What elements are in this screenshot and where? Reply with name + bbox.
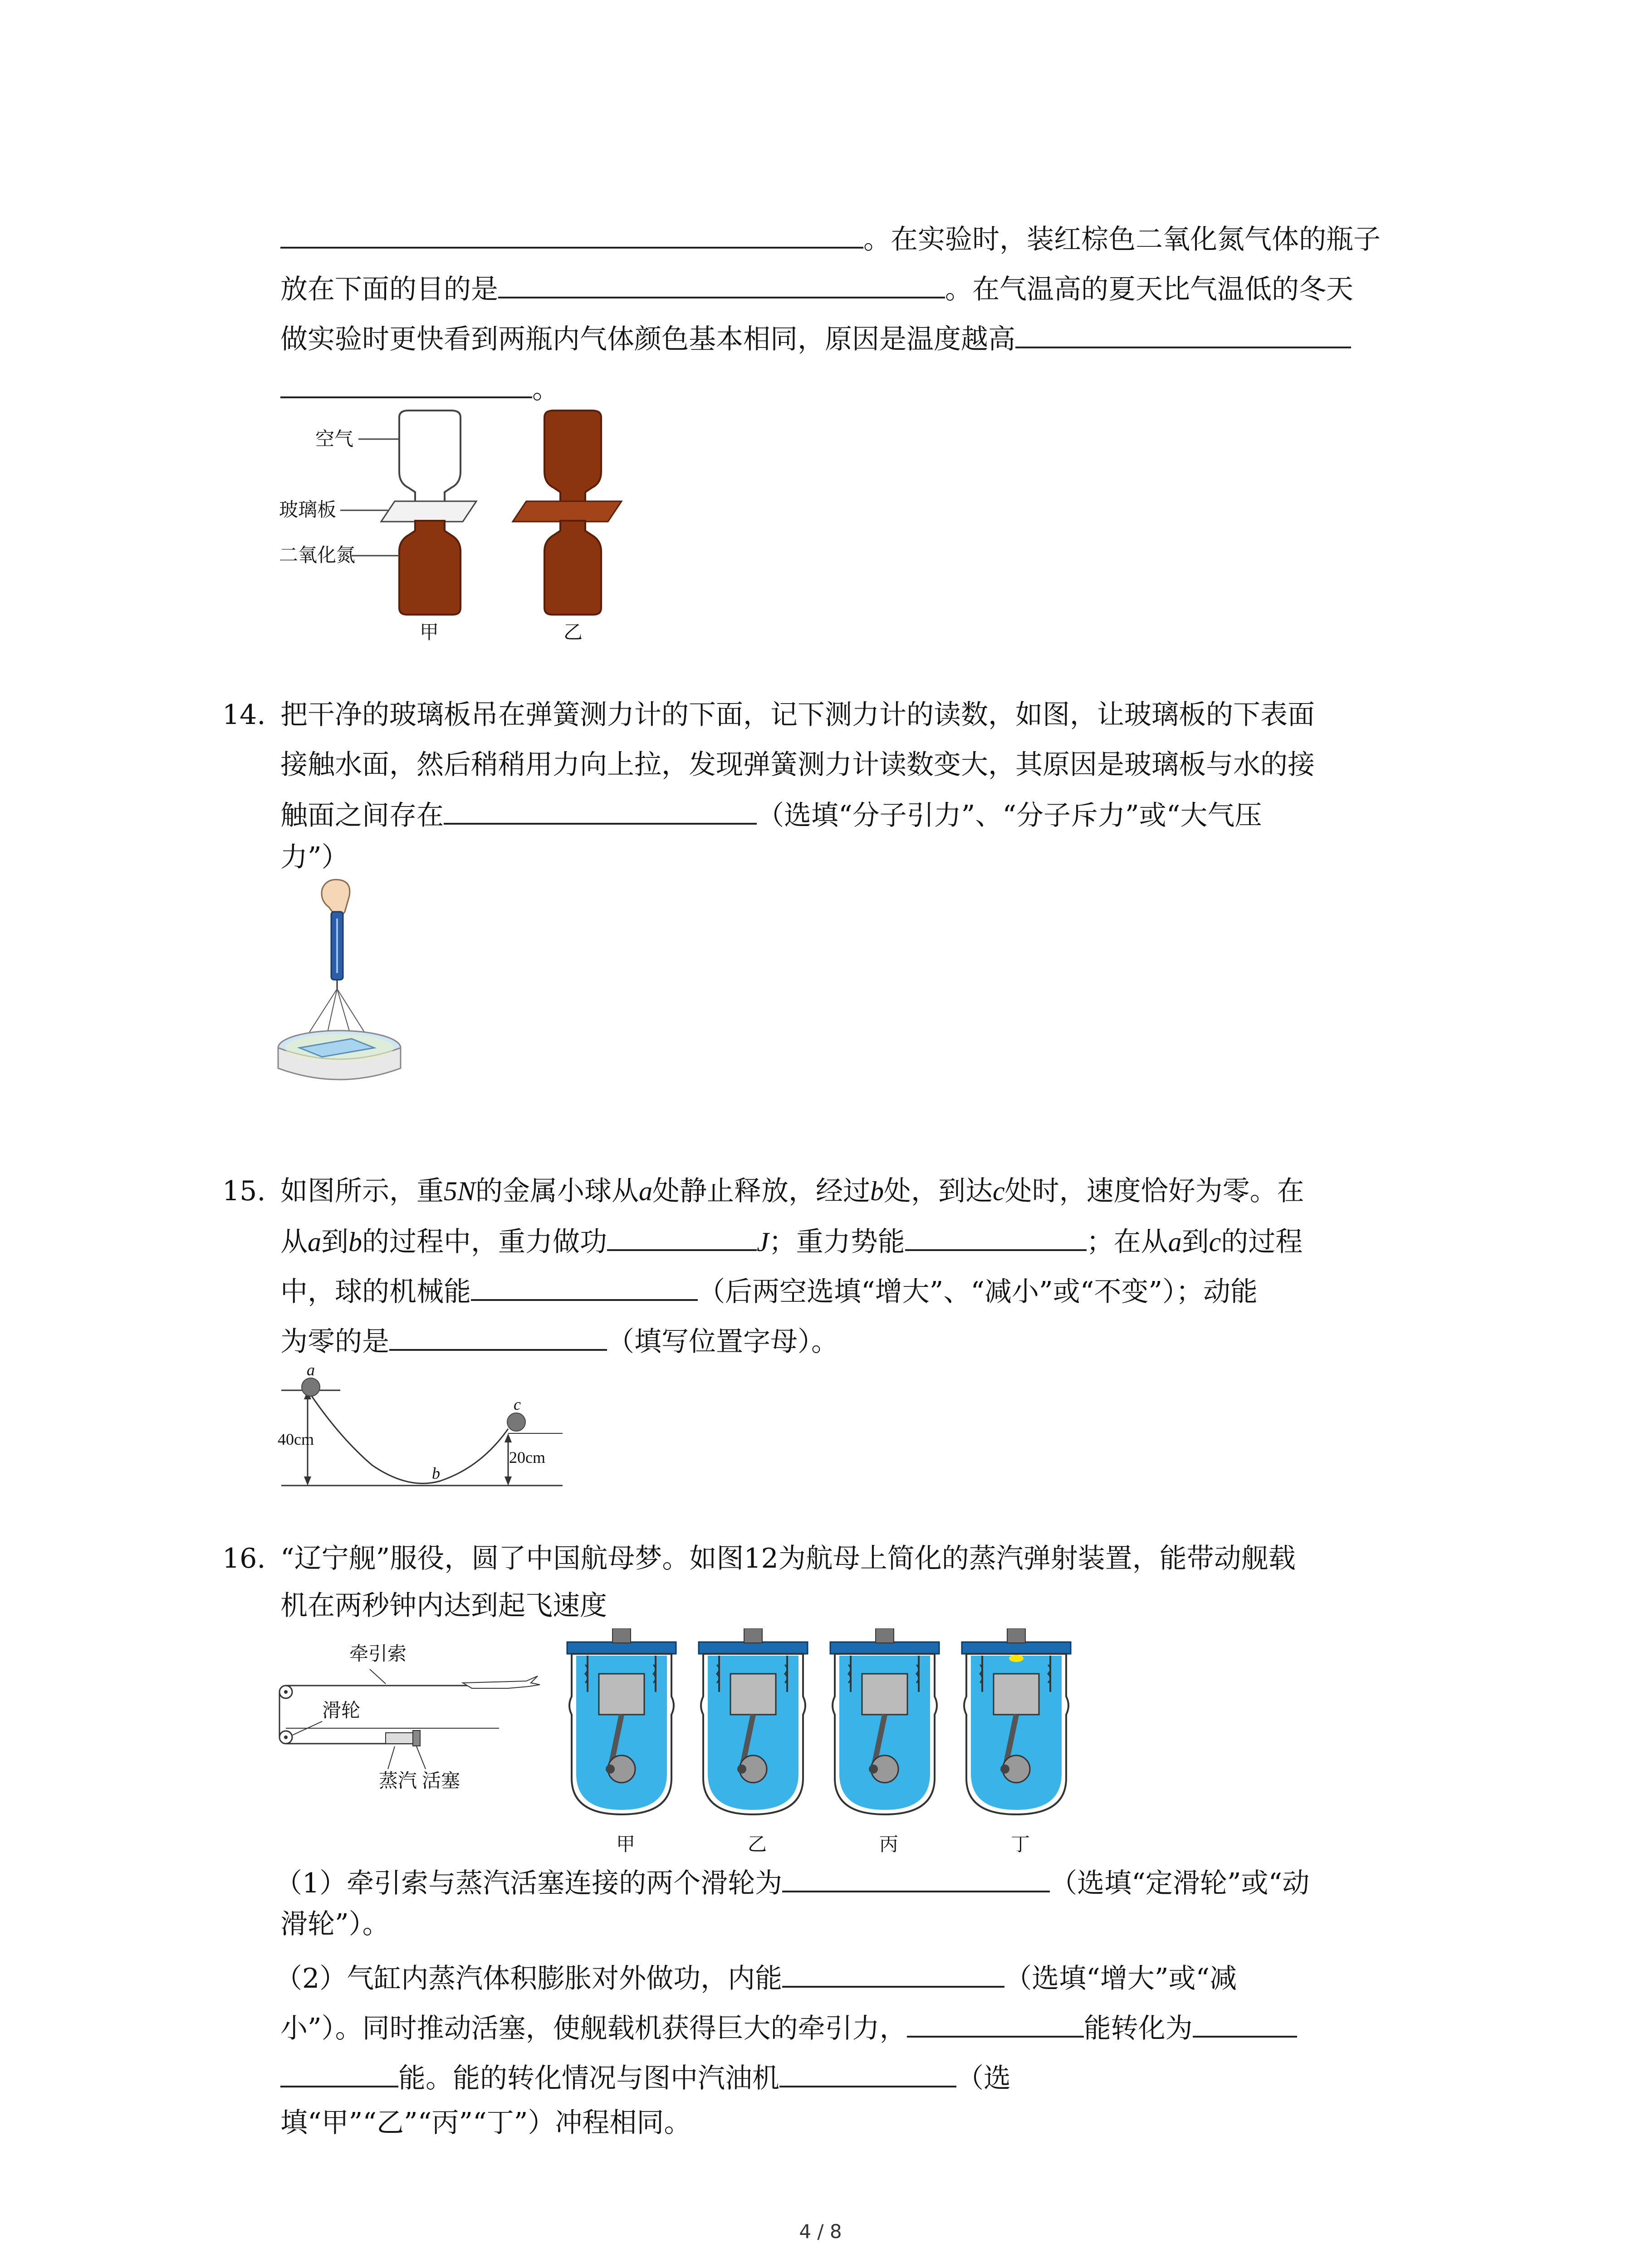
q15-number: 15. xyxy=(222,1175,266,1207)
answer-blank[interactable] xyxy=(471,1273,698,1301)
catapult-figure xyxy=(272,1633,563,1805)
label-20cm: 20cm xyxy=(509,1448,545,1466)
q14-number: 14. xyxy=(222,699,266,731)
answer-blank[interactable] xyxy=(280,370,532,398)
mixed-top-bottle xyxy=(544,411,601,503)
glass-plate-yi xyxy=(513,501,622,522)
label-piston: 活塞 xyxy=(422,1769,460,1792)
no2-bottle xyxy=(399,521,460,615)
q15-line4: 为零的是 （填写位置字母）。 xyxy=(280,1323,838,1360)
steam-box xyxy=(386,1733,413,1744)
track-curve xyxy=(311,1395,508,1483)
track-figure xyxy=(272,1365,581,1501)
ball-c xyxy=(507,1413,525,1431)
answer-blank[interactable] xyxy=(444,797,757,825)
q15-line1: 如图所示，重5N的金属小球从a处静止释放，经过b处，到达c处时，速度恰好为零。在 xyxy=(280,1175,1304,1207)
answer-blank[interactable] xyxy=(280,220,863,249)
mixed-bottom-bottle xyxy=(544,521,601,615)
q14-line1: 把干净的玻璃板吊在弹簧测力计的下面，记下测力计的读数，如图，让玻璃板的下表面 xyxy=(280,699,1315,731)
q13-line3: 做实验时更快看到两瓶内气体颜色基本相同，原因是温度越高 xyxy=(280,320,1351,357)
answer-blank[interactable] xyxy=(905,1223,1087,1251)
answer-blank[interactable] xyxy=(907,2009,1084,2038)
answer-blank[interactable] xyxy=(1193,2009,1297,2038)
label-yi: 乙 xyxy=(563,621,583,643)
label-a: a xyxy=(307,1365,315,1379)
label-jia: 甲 xyxy=(616,1833,636,1855)
glass-plate xyxy=(381,501,476,522)
q14-line2: 接触水面，然后稍稍用力向上拉，发现弹簧测力计读数变大，其原因是玻璃板与水的接 xyxy=(280,749,1315,781)
q13-line4: 。 xyxy=(280,370,559,407)
label-air: 空气 xyxy=(315,428,354,450)
q15-line2: 从a到b的过程中，重力做功 J；重力势能 ；在从a到c的过程 xyxy=(280,1223,1303,1260)
q13-line1: 。在实验时，装红棕色二氧化氮气体的瓶子 xyxy=(280,220,1381,258)
q16-part2-line2: 小”）。同时推动活塞，使舰载机获得巨大的牵引力， 能转化为 xyxy=(280,2009,1297,2047)
answer-blank[interactable] xyxy=(389,1323,607,1351)
q16-part2: （2）气缸内蒸汽体积膨胀对外做功，内能 （选填“增大”或“减 xyxy=(275,1960,1237,1997)
q13-line2: 放在下面的目的是 。在气温高的夏天比气温低的冬天 xyxy=(280,270,1353,308)
label-jia: 甲 xyxy=(420,621,439,643)
engine-jia xyxy=(567,1628,676,1814)
label-no2: 二氧化氮 xyxy=(279,544,356,566)
answer-blank[interactable] xyxy=(498,270,945,298)
piston xyxy=(413,1730,420,1746)
q16-number: 16. xyxy=(222,1543,266,1574)
label-ding: 丁 xyxy=(1011,1833,1030,1855)
engine-yi xyxy=(699,1628,808,1814)
label-c: c xyxy=(514,1395,521,1413)
label-pulley: 滑轮 xyxy=(322,1699,361,1721)
label-b: b xyxy=(432,1464,440,1482)
spring-scale-figure xyxy=(272,875,408,1111)
answer-blank[interactable] xyxy=(782,1864,1050,1892)
page-number: 4 / 8 xyxy=(799,2220,842,2243)
answer-blank[interactable] xyxy=(779,2059,956,2087)
q15-line3: 中，球的机械能 （后两空选填“增大”、“减小”或“不变”）；动能 xyxy=(280,1273,1258,1310)
ball-a xyxy=(302,1378,320,1396)
plane xyxy=(463,1676,540,1688)
engine-ding xyxy=(962,1628,1071,1814)
q16-part2-line4: 填“甲”“乙”“丙”“丁”）冲程相同。 xyxy=(280,2107,691,2139)
label-40cm: 40cm xyxy=(278,1430,314,1448)
answer-blank[interactable] xyxy=(782,1960,1004,1988)
answer-blank[interactable] xyxy=(280,2059,398,2087)
q14-line4: 力”） xyxy=(280,841,349,873)
label-yi: 乙 xyxy=(748,1833,767,1855)
label-bing: 丙 xyxy=(879,1833,899,1855)
answer-blank[interactable] xyxy=(1015,320,1351,348)
answer-blank[interactable] xyxy=(607,1223,757,1251)
label-steam: 蒸汽 xyxy=(379,1769,417,1792)
q16-part1: （1）牵引索与蒸汽活塞连接的两个滑轮为 （选填“定滑轮”或“动 xyxy=(275,1864,1309,1901)
engine-strokes-figure xyxy=(563,1628,1080,1860)
label-rope: 牵引索 xyxy=(349,1642,407,1665)
q16-part1-line2: 滑轮”）。 xyxy=(280,1908,390,1940)
q16-line2: 机在两秒钟内达到起飞速度 xyxy=(280,1590,607,1622)
q16-line1: “辽宁舰”服役，圆了中国航母梦。如图12为航母上简化的蒸汽弹射装置，能带动舰载 xyxy=(280,1543,1296,1574)
q16-part2-line3: 能。能的转化情况与图中汽油机 （选 xyxy=(280,2059,1011,2097)
air-bottle xyxy=(399,411,460,503)
q14-line3: 触面之间存在 （选填“分子引力”、“分子斥力”或“大气压 xyxy=(280,797,1262,834)
diffusion-figure xyxy=(272,408,644,644)
engine-bing xyxy=(830,1628,939,1814)
label-glass: 玻璃板 xyxy=(279,499,337,521)
